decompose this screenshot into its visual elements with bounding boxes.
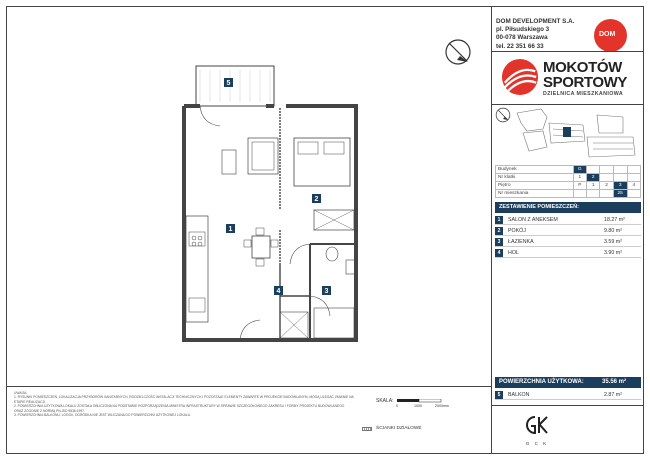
apartment-info-table bbox=[495, 165, 641, 198]
divider bbox=[491, 405, 644, 406]
brand-tagline: DZIELNICA MIESZKANIOWA bbox=[543, 91, 624, 97]
scale-mark-2: 2000mm bbox=[435, 404, 449, 408]
legend bbox=[376, 426, 422, 431]
company-phone: tel. 22 351 66 33 bbox=[496, 42, 544, 50]
rooms-title: ZESTAWIENIE POMIESZCZEŃ: bbox=[495, 202, 641, 213]
gck-logo bbox=[523, 414, 551, 450]
balcony-outline bbox=[196, 66, 274, 106]
company-city: 00-078 Warszawa bbox=[496, 34, 548, 42]
info-label: Nr klatki bbox=[496, 174, 574, 182]
brand-title-line1: MOKOTÓW bbox=[543, 59, 622, 76]
partition-swatch bbox=[362, 427, 372, 431]
dom-logo-text: DOM bbox=[599, 31, 616, 38]
room-number: 5 bbox=[495, 391, 503, 399]
room-area: 3.90 m² bbox=[604, 250, 622, 256]
total-value: 35.56 m² bbox=[602, 379, 627, 385]
info-label: Nr mieszkania bbox=[496, 190, 574, 198]
room-row bbox=[495, 237, 641, 247]
brand-title-line2: SPORTOWY bbox=[543, 74, 628, 91]
north-arrow-icon bbox=[444, 38, 472, 66]
room-number: 2 bbox=[495, 227, 503, 235]
info-value: 2 bbox=[600, 182, 613, 190]
room-name: POKÓJ bbox=[508, 228, 526, 234]
room-label-4: 4 bbox=[276, 288, 281, 295]
dom-logo bbox=[594, 19, 627, 52]
room-name: BALKON bbox=[508, 392, 530, 398]
room-area: 2.87 m² bbox=[604, 392, 622, 398]
info-value: 4 bbox=[627, 182, 640, 190]
room-label-5: 5 bbox=[226, 80, 231, 87]
floor-plan bbox=[170, 64, 376, 360]
divider bbox=[6, 386, 491, 387]
room-row bbox=[495, 248, 641, 258]
total-label: POWIERZCHNIA UŻYTKOWA: bbox=[499, 379, 584, 385]
note-line: UWAGA: bbox=[14, 391, 28, 395]
info-value: 2 bbox=[586, 174, 599, 182]
room-area: 9.80 m² bbox=[604, 228, 622, 234]
gck-mark-icon bbox=[523, 414, 551, 436]
divider bbox=[491, 104, 644, 105]
room-number: 1 bbox=[495, 216, 503, 224]
note-line: 1. RYSUNKI POMIESZCZEŃ, LOKALIZACJA PRZYBORÓW SANITARNYCH, RODZIELCZOŚĆ INSTALACJI TECHNICZNYCH I POZOSTAŁE ELEMENTY ZAWARTE W PROJEKCIE BUDOWLANYM, MOGĄ ULEGAĆ ZMIANIE NA ETAPIE REALIZACJI. bbox=[14, 395, 354, 404]
company-street: pl. Piłsudskiego 3 bbox=[496, 26, 550, 34]
room-row bbox=[495, 215, 641, 225]
room-label-2: 2 bbox=[314, 196, 319, 203]
balcony-row bbox=[495, 390, 641, 400]
room-area: 18.27 m² bbox=[604, 217, 625, 223]
info-label: Piętro bbox=[496, 182, 574, 190]
scale-bar bbox=[397, 399, 463, 403]
room-number: 4 bbox=[495, 249, 503, 257]
divider bbox=[491, 51, 644, 52]
info-row-floor bbox=[496, 182, 641, 190]
scale-label: SKALA: bbox=[376, 398, 394, 404]
info-value: G bbox=[573, 166, 586, 174]
room-name: HOL bbox=[508, 250, 519, 256]
info-row-building bbox=[496, 166, 641, 174]
north-arrow-icon bbox=[495, 107, 511, 123]
room-label-3: 3 bbox=[324, 288, 329, 295]
company-address bbox=[496, 18, 574, 51]
room-row bbox=[495, 226, 641, 236]
room-area: 3.59 m² bbox=[604, 239, 622, 245]
room-label-1: 1 bbox=[228, 226, 233, 233]
scale-mark-1: 1000 bbox=[414, 404, 422, 408]
total-area-bar bbox=[495, 377, 641, 388]
note-line: 2. POWIERZCHNIA UŻYTKOWA LOKALU ZOSTAŁA OBLICZONA NA PODSTAWIE ROZPORZĄDZENIA MINISTRA INFRASTRUKTURY W SPRAWIE SZCZEGÓŁOWEGO ZAKRESU I FORMY PROJEKTU BUDOWLANEGO ORAZ ZGODNIE Z NORMĄ PN-ISO 9836:1997. bbox=[14, 404, 345, 413]
info-label: Budynek bbox=[496, 166, 574, 174]
info-row-apartment bbox=[496, 190, 641, 198]
info-value: 1 bbox=[573, 174, 586, 182]
info-row-stairwell bbox=[496, 174, 641, 182]
info-value: 25 bbox=[613, 190, 627, 198]
note-line: 3. POWIERZCHNIA BALKONU, LOGGII, OGRÓDKA NIE JEST WLICZANA DO POWIERZCHNI UŻYTKOWEJ LOKALU. bbox=[14, 413, 191, 418]
info-value: 1 bbox=[586, 182, 599, 190]
room-name: ŁAZIENKA bbox=[508, 239, 534, 245]
scale-mark-0: 0 bbox=[396, 404, 398, 408]
legend-label: ŚCIANKI DZIAŁOWE bbox=[376, 426, 422, 431]
info-value: P bbox=[573, 182, 586, 190]
building-key-plan bbox=[513, 107, 641, 163]
notes-block bbox=[14, 391, 354, 417]
info-value: 3 bbox=[613, 182, 627, 190]
room-number: 3 bbox=[495, 238, 503, 246]
room-name: SALON Z ANEKSEM bbox=[508, 217, 558, 223]
brand-mark-icon bbox=[501, 58, 539, 96]
company-name: DOM DEVELOPMENT S.A. bbox=[496, 18, 575, 25]
gck-text: G C K bbox=[525, 441, 549, 446]
